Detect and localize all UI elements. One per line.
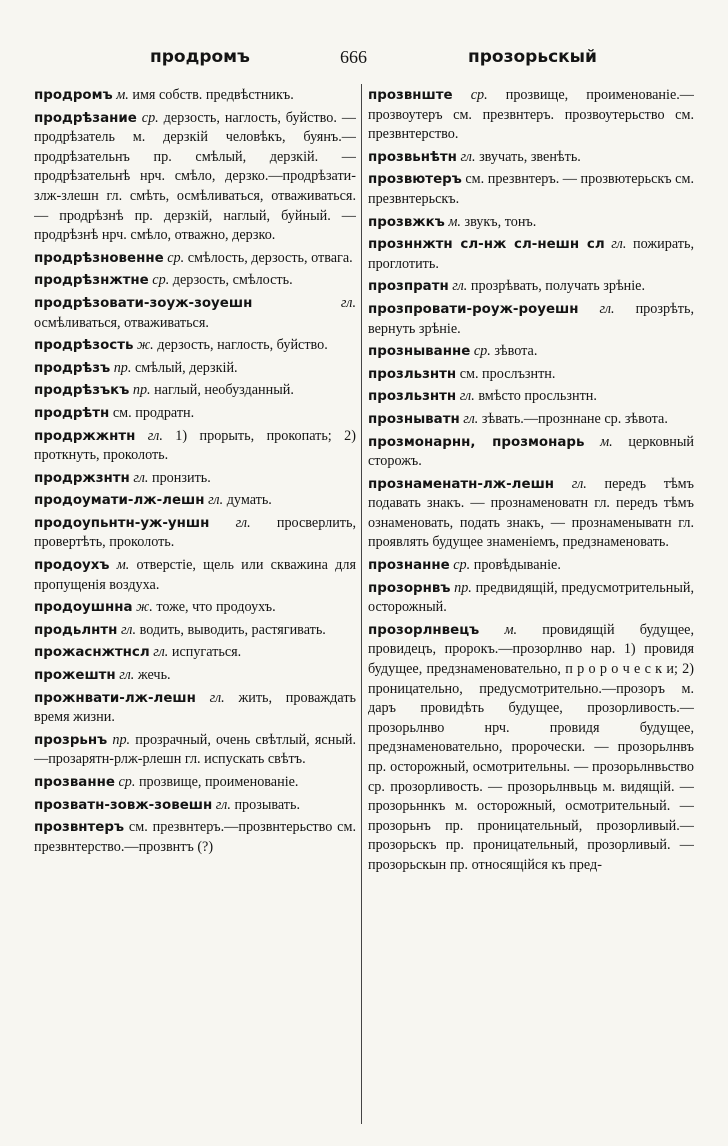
entry-definition: пронзить. (148, 469, 211, 486)
dictionary-entry (368, 621, 694, 876)
grammar-label: ср. (118, 774, 136, 790)
dictionary-entry (368, 277, 694, 297)
entry-headword: продрѣзнжтне (34, 273, 149, 289)
dictionary-entry (34, 818, 356, 857)
grammar-label: гл. (463, 410, 479, 427)
dictionary-entry (34, 514, 356, 553)
dictionary-entry (34, 773, 356, 793)
dictionary-entry (34, 427, 356, 466)
entry-headword: продоупьнтн-уж-уншн (34, 515, 210, 531)
grammar-label: гл. (147, 427, 163, 444)
entry-definition: водить, выводить, растягивать. (136, 621, 326, 638)
entry-definition: отверстіе, щель или скважина для пропущенія воздуха. (34, 557, 356, 593)
dictionary-entry (368, 556, 694, 576)
entry-definition: пожирать, проглотить. (368, 236, 694, 272)
grammar-label: гл. (153, 644, 169, 661)
entry-definition: прозывать. (230, 796, 301, 813)
entry-headword: продрѣзость (34, 338, 134, 354)
entry-definition: осмѣливаться, отваживаться. (34, 314, 209, 331)
left-column (34, 86, 356, 1136)
dictionary-entry (34, 689, 356, 728)
entry-headword: продоухъ (34, 558, 110, 574)
right-running-headword: прозорьскый (468, 47, 597, 67)
grammar-label: пр. (112, 731, 131, 748)
grammar-label: гл. (235, 514, 251, 531)
entry-headword: прозрьнъ (34, 732, 108, 748)
grammar-label: м. (116, 87, 129, 103)
grammar-label: пр. (132, 382, 151, 399)
entry-definition: прозрачный, очень свѣтлый, ясный.—прозарятн-рлж-рлешн гл. испускать свѣтъ. (34, 731, 356, 768)
entry-definition: зѣвать.—прозннане ср. зѣвота. (478, 410, 668, 427)
grammar-label: пр. (454, 579, 472, 596)
entry-headword: прозвжкъ (368, 214, 445, 230)
entry-headword: прозльзнтн (368, 366, 457, 382)
entry-definition: см. прослъзнтн. (456, 365, 556, 382)
right-column (368, 86, 694, 1136)
grammar-label: гл. (571, 475, 587, 492)
page-header (0, 42, 728, 76)
entry-headword: прозныванне (368, 344, 471, 360)
dictionary-entry (34, 643, 356, 663)
entry-headword: продржзнтн (34, 470, 130, 486)
entry-headword: прозныватн (368, 411, 460, 427)
entry-headword: прозванне (34, 775, 115, 790)
entry-definition: предвидящій, предусмотрительный, осторожный. (368, 579, 694, 616)
dictionary-entry (368, 213, 694, 233)
entry-headword: продрѣзовати-зоуж-зоуешн (34, 295, 253, 311)
entry-headword: прознаменатн-лж-лешн (368, 476, 555, 492)
grammar-label: гл. (460, 148, 476, 165)
entry-headword: прозвютеръ (368, 172, 462, 188)
entry-headword: прозорнвъ (368, 580, 451, 596)
grammar-label: гл. (459, 388, 475, 405)
grammar-label: ср. (453, 557, 471, 574)
grammar-label: гл. (452, 278, 468, 295)
entry-definition: дерзость, наглость, буйство. (153, 337, 328, 354)
entry-headword: продрѣтн (34, 405, 110, 421)
entry-headword: прозвнтеръ (34, 820, 125, 836)
entry-headword: продоушнна (34, 600, 133, 616)
dictionary-entry (368, 475, 694, 553)
entry-headword: прозвьнѣтн (368, 149, 457, 165)
dictionary-entry (34, 86, 356, 106)
entry-headword: прозпровати-роуж-роуешн (368, 301, 579, 317)
dictionary-entry (368, 410, 694, 430)
entry-headword: прозльзнтн (368, 389, 457, 405)
grammar-label: пр. (113, 359, 132, 376)
entry-definition: прозвище, проименованіе. (135, 774, 299, 790)
grammar-label: ср. (141, 109, 159, 126)
column-divider (361, 84, 362, 1124)
dictionary-entry (34, 271, 356, 291)
grammar-label: ср. (152, 272, 170, 289)
entry-headword: прожнвати-лж-лешн (34, 690, 196, 706)
dictionary-entry (34, 556, 356, 595)
grammar-label: ж. (136, 599, 153, 616)
entry-headword: прозватн-зовж-зовешн (34, 797, 213, 813)
grammar-label: гл. (599, 300, 615, 317)
entry-definition: звучать, звенѣть. (475, 148, 581, 165)
grammar-label: гл. (209, 689, 225, 706)
entry-headword: прожештн (34, 668, 116, 684)
grammar-label: гл. (215, 796, 231, 813)
entry-definition: провидящій будущее, провидецъ, пророкъ.—прозорлнво нар. 1) провидя будущее, предзнаменовательно, п р о р о ч е с к и; 2) проницательно, предусмотрительно.—прозоръ м. даръ провидѣть будущее, прозорливость.—прозорьлнво нрч. провидя будущее, предзнаменовательно, пророчески. — прозорьлнвъ пр. осторожный, осмотрительны. — прозорьлнвьство ср. прозорливость. — прозорьлнвьць м. видящій. — прозорьннкъ м. осторожный, осмотрительный. — прозорьнъ пр. проницательный, прозорливый.—прозорьскъ пр. проницательный, прозорливый. — прозорьскын пр. относящійся къ пред- (368, 621, 694, 873)
entry-definition: жить, проваждать время жизни. (34, 689, 356, 726)
entry-definition: дерзость, смѣлость. (169, 272, 293, 289)
entry-definition: дерзость, наглость, буйство. — продрѣзатель м. дерзкій человѣкъ, буянъ.—продрѣзательнъ пр. смѣлый, дерзкій. — продрѣзательнѣ нрч. смѣло, дерзко.—продрѣзати-злж-злешн гл. смѣть, осмѣливаться, отваживаться. — продрѣзнѣ пр. дерзкій, наглый, буйный. —продрѣзнѣ нрч. смѣло, отважно, дерзко. (34, 109, 356, 244)
dictionary-entry (34, 796, 356, 816)
entry-definition: см. презвнтеръ. — прозвютерьскъ см. презвнтерьскъ. (368, 171, 694, 207)
entry-headword: прозпратн (368, 279, 449, 295)
grammar-label: гл. (119, 667, 135, 684)
entry-definition: жечь. (134, 667, 171, 684)
entry-definition: см. презвнтеръ.—прозвнтерьство см. презвнтерство.—прозвнтъ (?) (34, 819, 356, 855)
dictionary-entry (368, 235, 694, 274)
dictionary-entry (368, 86, 694, 145)
grammar-label: гл. (120, 621, 137, 638)
entry-headword: продржжнтн (34, 428, 136, 444)
dictionary-entry (368, 387, 694, 407)
entry-definition: имя собств. предвѣстникъ. (128, 87, 294, 103)
grammar-label: м. (504, 621, 518, 638)
entry-headword: продьлнтн (34, 622, 118, 638)
entry-definition: см. продратн. (109, 404, 195, 421)
dictionary-entry (34, 336, 356, 356)
grammar-label: гл. (133, 469, 149, 486)
entry-headword: продрѣзъ (34, 360, 111, 376)
entry-headword: продрѣзъкъ (34, 383, 130, 399)
dictionary-entry (368, 365, 694, 385)
dictionary-entry (34, 731, 356, 770)
dictionary-entry (368, 342, 694, 362)
entry-headword: продрѣзание (34, 110, 137, 126)
dictionary-entry (34, 249, 356, 269)
entry-definition: вмѣсто просльзнтн. (474, 388, 597, 405)
left-running-headword: продромъ (150, 47, 250, 67)
dictionary-entry (368, 148, 694, 168)
entry-definition: просверлить, провертѣть, проколоть. (34, 514, 356, 551)
dictionary-entry (34, 598, 356, 618)
dictionary-entry (34, 109, 356, 246)
grammar-label: гл. (340, 294, 356, 311)
dictionary-entry (34, 294, 356, 333)
dictionary-entry (368, 300, 694, 339)
entry-headword: прозорлнвецъ (368, 622, 480, 638)
entry-headword: прозвнште (368, 88, 453, 103)
grammar-label: ср. (473, 343, 491, 360)
dictionary-entry (368, 170, 694, 209)
entry-definition: смѣлость, дерзость, отвага. (184, 249, 353, 266)
dictionary-entry (34, 666, 356, 686)
grammar-label: м. (600, 433, 613, 450)
dictionary-entry (34, 381, 356, 401)
entry-definition: прозрѣвать, получать зрѣніе. (467, 278, 646, 295)
grammar-label: гл. (208, 492, 224, 509)
entry-headword: прозмонарнн, прозмонарь (368, 434, 585, 450)
grammar-label: ж. (136, 337, 154, 354)
dictionary-entry (34, 359, 356, 379)
entry-definition: смѣлый, дерзкій. (131, 359, 238, 376)
grammar-label: ср. (167, 249, 185, 266)
entry-definition: передъ тѣмъ подавать знакъ. — прознаменоватн гл. передъ тѣмъ ознаменовать, подать знакъ, — прознаменыватн гл. проявлять будущее знаменіемъ, предзнаменовать. (368, 475, 694, 551)
entry-definition: церковный сторожъ. (368, 433, 694, 470)
entry-definition: звукъ, тонъ. (460, 213, 537, 230)
dictionary-entry (34, 404, 356, 424)
grammar-label: м. (116, 557, 130, 574)
entry-headword: продоумати-лж-лешн (34, 493, 205, 509)
grammar-label: ср. (470, 87, 488, 103)
entry-headword: прознанне (368, 558, 450, 574)
dictionary-entry (368, 579, 694, 618)
dictionary-entry (368, 433, 694, 472)
entry-definition: прозвище, проименованіе.—прозвоутеръ см. презвнтеръ. прозвоутерьство см. презвнтерство. (368, 87, 694, 143)
grammar-label: м. (448, 213, 461, 230)
entry-definition: испугаться. (168, 644, 242, 661)
entry-definition: провѣдываніе. (470, 557, 561, 574)
entry-definition: думать. (223, 492, 272, 509)
entry-definition: наглый, необузданный. (150, 382, 294, 399)
dictionary-entry (34, 469, 356, 489)
dictionary-entry (34, 491, 356, 511)
entry-definition: тоже, что продоухъ. (152, 599, 276, 616)
entry-definition: 1) прорыть, прокопать; 2) проткнуть, проколоть. (34, 427, 356, 464)
entry-headword: продромъ (34, 88, 113, 103)
entry-headword: прожаснжтнсл (34, 645, 150, 661)
entry-headword: прозннжтн сл-нж сл-нешн сл (368, 237, 605, 253)
grammar-label: гл. (611, 236, 627, 253)
dictionary-entry (34, 621, 356, 641)
entry-definition: прозрѣть, вернуть зрѣніе. (368, 300, 694, 337)
page-number: 666 (340, 47, 367, 67)
entry-headword: продрѣзновенне (34, 250, 164, 266)
entry-definition: зѣвота. (490, 343, 538, 360)
